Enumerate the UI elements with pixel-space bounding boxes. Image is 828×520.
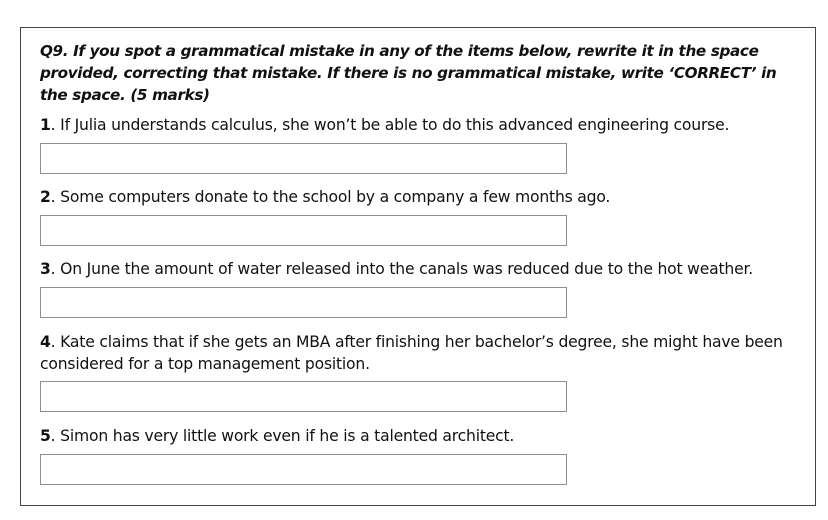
item-number: 2: [40, 188, 51, 206]
question-panel: [20, 27, 816, 506]
answer-field-2[interactable]: [40, 215, 567, 246]
question-instructions: Q9. If you spot a grammatical mistake in any of the items below, rewrite it in the space provided, correcting that mistake. If there is no grammatical mistake, write ‘CORRECT’ in the space. (5 marks): [40, 42, 777, 104]
item-text: Simon has very little work even if he is a talented architect.: [60, 427, 515, 445]
question-item-3: 3. On June the amount of water released into the canals was reduced due to the hot weather.: [40, 260, 753, 278]
question-item-2: 2. Some computers donate to the school by a company a few months ago.: [40, 188, 611, 206]
item-number: 3: [40, 260, 51, 278]
item-text: Some computers donate to the school by a company a few months ago.: [60, 188, 611, 206]
question-item-5: 5. Simon has very little work even if he is a talented architect.: [40, 427, 515, 445]
item-text: If Julia understands calculus, she won’t be able to do this advanced engineering course.: [60, 116, 730, 134]
item-number: 4: [40, 333, 51, 351]
item-text: On June the amount of water released into the canals was reduced due to the hot weather.: [60, 260, 753, 278]
item-number: 5: [40, 427, 51, 445]
answer-field-3[interactable]: [40, 287, 567, 318]
question-item-1: 1. If Julia understands calculus, she won’t be able to do this advanced engineering course.: [40, 116, 730, 134]
question-item-4: 4. Kate claims that if she gets an MBA after finishing her bachelor’s degree, she might have been considered for a top management position.: [40, 333, 783, 373]
answer-field-1[interactable]: [40, 143, 567, 174]
item-text: Kate claims that if she gets an MBA after finishing her bachelor’s degree, she might have been considered for a top management position.: [40, 333, 783, 373]
answer-field-5[interactable]: [40, 454, 567, 485]
answer-field-4[interactable]: [40, 381, 567, 412]
item-number: 1: [40, 116, 51, 134]
